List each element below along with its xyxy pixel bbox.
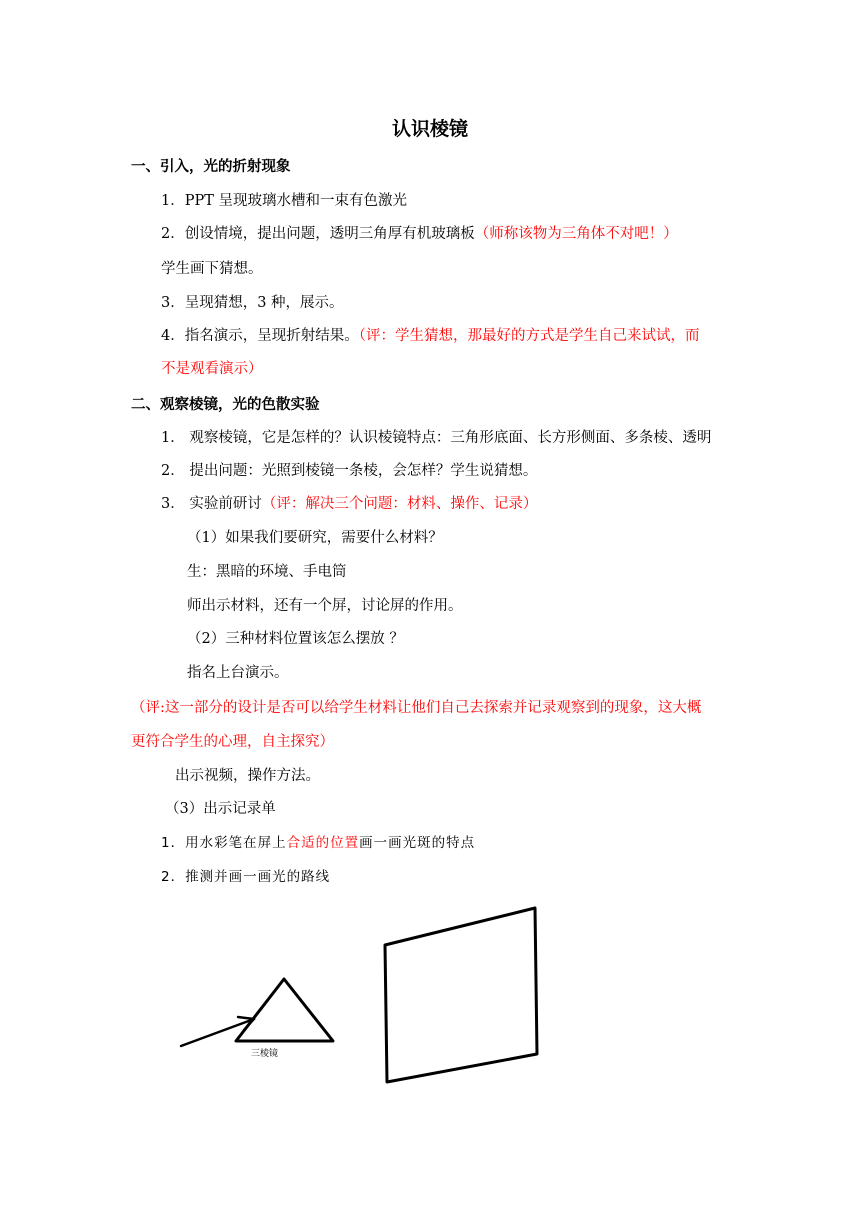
record-item-1-highlight: 合适的位置 [286, 835, 360, 851]
review-comment-line-2: 更符合学生的心理，自主探究） [131, 734, 334, 750]
review-comment-line-1: （评:这一部分的设计是否可以给学生材料让他们自己去探索并记录观察到的现象，这大概 [131, 700, 702, 716]
question-3: （3）出示记录单 [165, 801, 276, 817]
prism-triangle [236, 979, 333, 1041]
answer-demo: 指名上台演示。 [187, 665, 289, 681]
question-1: （1）如果我们要研究，需要什么材料？ [187, 530, 443, 546]
s1-item-4-comment: （评：学生猜想，那最好的方式是学生自己来试试，而 [358, 328, 700, 344]
answer-student: 生：黑暗的环境、手电筒 [187, 564, 347, 580]
s2-item-2: 2． 提出问题：光照到棱镜一条棱，会怎样？学生说猜想。 [161, 463, 538, 479]
s2-item-3-comment: （评：解决三个问题：材料、操作、记录） [261, 496, 538, 512]
s1-item-4-text: 4．指名演示，呈现折射结果。 [161, 328, 359, 344]
record-item-2: 2．推测并画一画光的路线 [161, 869, 331, 885]
page-title: 认识棱镜 [391, 118, 468, 140]
section-2-heading: 二、观察棱镜，光的色散实验 [131, 396, 320, 413]
s1-item-4-comment-continued: 不是观看演示） [161, 361, 263, 377]
answer-teacher: 师出示材料，还有一个屏，讨论屏的作用。 [187, 598, 463, 614]
s1-item-2-text: 2．创设情境，提出问题，透明三角厚有机玻璃板 [161, 226, 475, 242]
s1-item-3: 3．呈现猜想，3 种，展示。 [161, 295, 344, 311]
question-2: （2）三种材料位置该怎么摆放 ？ [187, 631, 404, 647]
screen-outline [385, 908, 537, 1082]
s1-item-2-continued: 学生画下猜想。 [161, 261, 263, 277]
s2-item-1: 1． 观察棱镜，它是怎样的？认识棱镜特点：三角形底面、长方形侧面、多条棱、透明 [161, 430, 712, 446]
s1-item-1: 1．PPT 呈现玻璃水槽和一束有色激光 [161, 193, 408, 209]
prism-label: 三棱镜 [251, 1049, 279, 1059]
video-line: 出示视频，操作方法。 [175, 768, 320, 784]
s1-item-2-comment: （师称该物为三角体不对吧！） [474, 226, 678, 242]
s2-item-3-text: 3． 实验前研讨 [161, 496, 262, 512]
record-item-1-text-a: 1．用水彩笔在屏上 [161, 835, 287, 851]
section-1-heading: 一、引入，光的折射现象 [131, 158, 291, 175]
record-item-1-text-c: 画一画光斑的特点 [359, 835, 476, 851]
